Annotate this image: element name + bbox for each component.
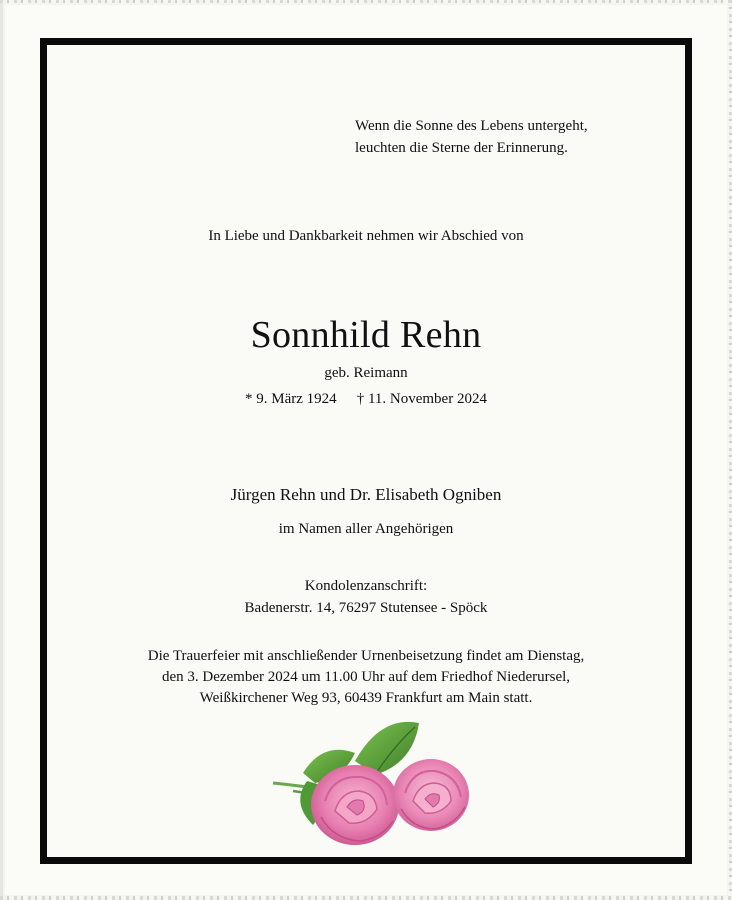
condolence-label: Kondolenzanschrift: bbox=[304, 578, 428, 594]
motto-line-2: leuchten die Sterne der Erinnerung. bbox=[355, 140, 568, 156]
birth-date: * 9. März 1924 bbox=[245, 391, 337, 407]
condolence-address: Badenerstr. 14, 76297 Stutensee - Spöck bbox=[244, 600, 488, 616]
service-line-3: Weißkirchener Weg 93, 60439 Frankfurt am Main statt. bbox=[199, 690, 533, 706]
obituary-frame bbox=[40, 38, 692, 864]
mourners-names: Jürgen Rehn und Dr. Elisabeth Ogniben bbox=[230, 485, 502, 504]
birth-name: geb. Reimann bbox=[324, 365, 408, 381]
deceased-name: Sonnhild Rehn bbox=[250, 314, 482, 356]
motto-verse bbox=[355, 115, 588, 159]
on-behalf-text: im Namen aller Angehörigen bbox=[278, 521, 454, 537]
paper-edge-bottom bbox=[0, 896, 732, 900]
life-dates bbox=[47, 391, 685, 408]
service-line-2: den 3. Dezember 2024 um 11.00 Uhr auf dem Friedhof Niederursel, bbox=[161, 669, 571, 685]
motto-line-1: Wenn die Sonne des Lebens untergeht, bbox=[355, 118, 588, 134]
pink-roses-image bbox=[263, 713, 483, 848]
service-line-1: Die Trauerfeier mit anschließender Urnenbeisetzung findet am Dienstag, bbox=[147, 648, 585, 664]
funeral-service-notice bbox=[47, 646, 685, 709]
paper-edge-top bbox=[0, 0, 732, 3]
death-date: † 11. November 2024 bbox=[356, 391, 487, 407]
intro-text: In Liebe und Dankbarkeit nehmen wir Abschied von bbox=[208, 228, 524, 244]
